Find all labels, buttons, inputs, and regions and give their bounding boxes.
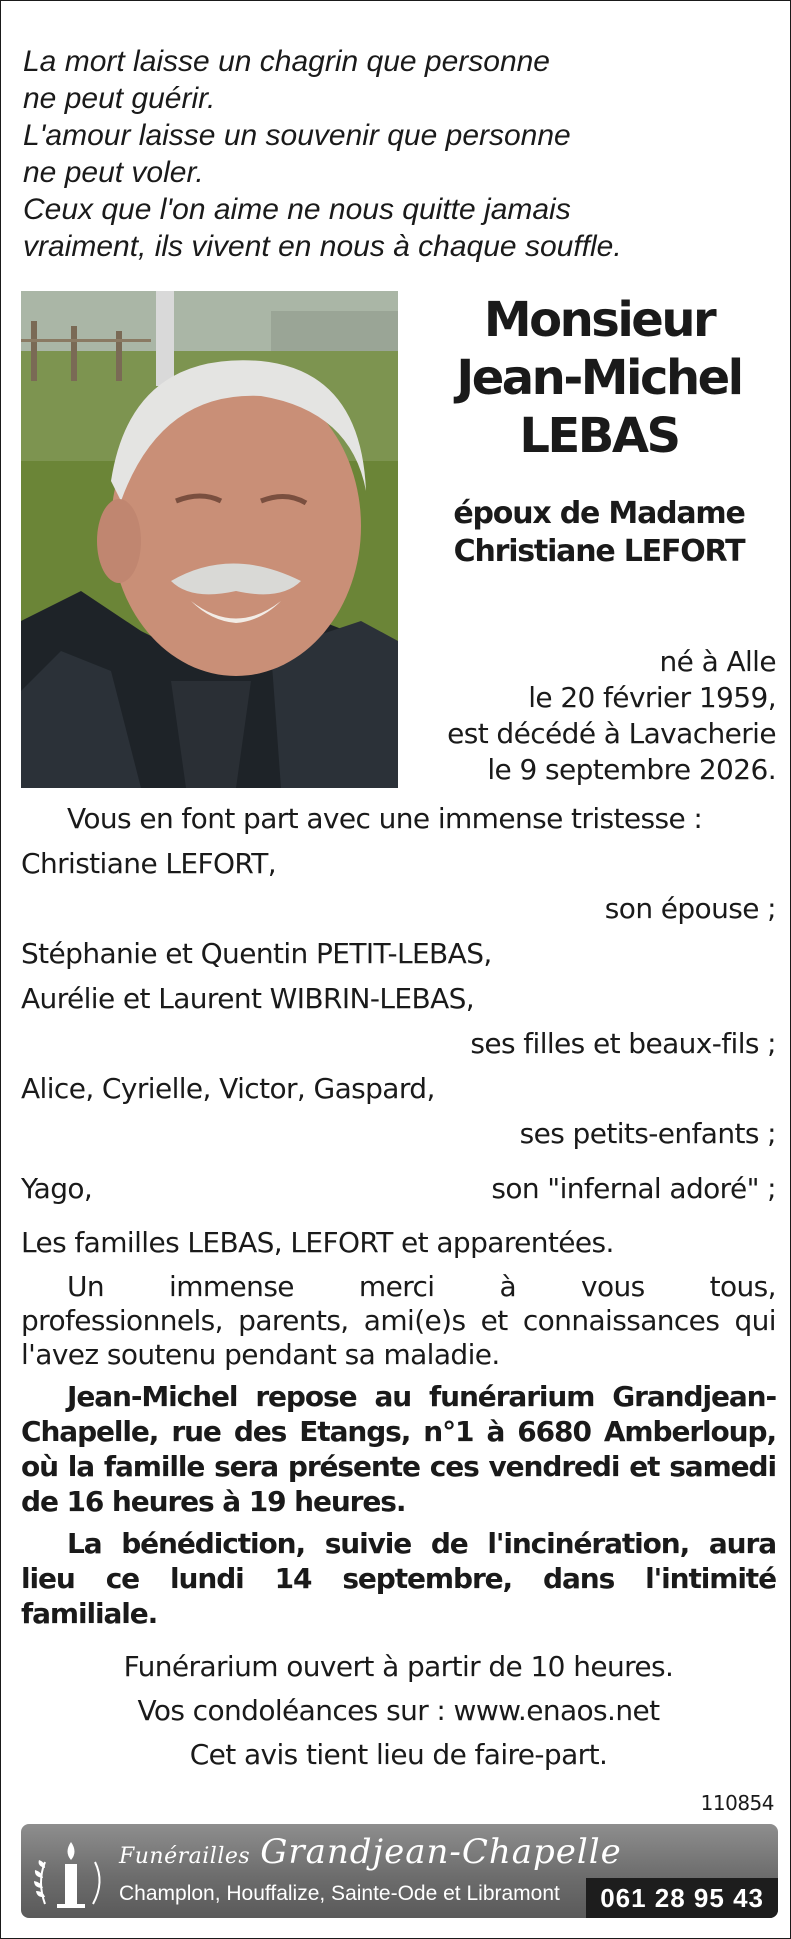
family-member: Aurélie et Laurent WIBRIN-LEBAS, [21, 982, 475, 1015]
thanks-text: professionnels, parents, ami(e)s et connaissances qui l'avez soutenu pendant sa maladie. [21, 1304, 776, 1371]
family-relation: son épouse ; [604, 892, 776, 925]
thanks-word: tous, [709, 1270, 776, 1303]
first-name: Jean-Michel [456, 350, 742, 406]
family-member: Christiane LEFORT, [21, 847, 277, 880]
birth-place: né à Alle [659, 645, 776, 678]
death-place: est décédé à Lavacherie [447, 717, 776, 750]
family-member: Stéphanie et Quentin PETIT-LEBAS, [21, 937, 492, 970]
thanks-first-line [21, 1270, 776, 1304]
condolences-line: Vos condoléances sur : www.enaos.net [137, 1694, 660, 1727]
family-member: Alice, Cyrielle, Victor, Gaspard, [21, 1072, 435, 1105]
family-relation: son "infernal adoré" ; [491, 1172, 776, 1205]
closing-lines [21, 1645, 776, 1777]
poem [23, 43, 783, 265]
reference-number: 110854 [700, 1791, 774, 1815]
thanks-word: à [499, 1270, 517, 1303]
intro-line: Vous en font part avec une immense tristesse : [67, 802, 703, 835]
thanks-paragraph [21, 1270, 776, 1372]
families-line: Les familles LEBAS, LEFORT et apparentées. [21, 1226, 614, 1259]
thanks-word: merci [358, 1270, 435, 1303]
poem-line: Ceux que l'on aime ne nous quitte jamais [23, 193, 571, 226]
spouse-line: époux de Madame [453, 496, 745, 531]
brand-prefix: Funérailles [119, 1844, 251, 1869]
death-date: le 9 septembre 2026. [487, 753, 776, 786]
family-relation: ses filles et beaux-fils ; [470, 1027, 776, 1060]
birth-death-details [396, 644, 776, 788]
brand-name: Grandjean-Chapelle [260, 1832, 622, 1872]
pet-row [21, 1171, 776, 1207]
rest-home-paragraph: Jean-Michel repose au funérarium Grandjean-Chapelle, rue des Etangs, n°1 à 6680 Amberloup, où la famille sera présente ces vendredi et samedi de 16 heures à 19 heures. [21, 1380, 776, 1518]
phone-number: 061 28 95 43 [586, 1878, 778, 1918]
deceased-identity [419, 291, 779, 571]
poem-line: L'amour laisse un souvenir que personne [23, 119, 571, 152]
poem-line: ne peut guérir. [23, 82, 216, 115]
opening-hours: Funérarium ouvert à partir de 10 heures. [123, 1650, 674, 1683]
poem-line: ne peut voler. [23, 156, 204, 189]
portrait-photo [21, 291, 398, 788]
spouse-name: Christiane LEFORT [453, 534, 745, 569]
candle-laurel-icon [31, 1834, 111, 1912]
faire-part-line: Cet avis tient lieu de faire-part. [189, 1738, 608, 1771]
thanks-word: immense [169, 1270, 294, 1303]
birth-date: le 20 février 1959, [528, 681, 776, 714]
funeral-home-locations: Champlon, Houffalize, Sainte-Ode et Libramont [119, 1882, 560, 1905]
honorific: Monsieur [483, 292, 715, 348]
poem-line: La mort laisse un chagrin que personne [23, 45, 550, 78]
funeral-home-name [119, 1832, 622, 1872]
last-name: LEBAS [519, 408, 679, 464]
family-relation: ses petits-enfants ; [519, 1117, 776, 1150]
portrait-illustration [21, 291, 398, 788]
poem-line: vraiment, ils vivent en nous à chaque souffle. [23, 230, 622, 263]
funeral-home-banner [21, 1824, 778, 1918]
thanks-word: Un [67, 1270, 105, 1303]
ceremony-paragraph: La bénédiction, suivie de l'incinération, aura lieu ce lundi 14 septembre, dans l'intimité familiale. [21, 1527, 776, 1630]
family-member: Yago, [21, 1172, 93, 1205]
thanks-word: vous [580, 1270, 645, 1303]
announcement-body [21, 801, 776, 1777]
